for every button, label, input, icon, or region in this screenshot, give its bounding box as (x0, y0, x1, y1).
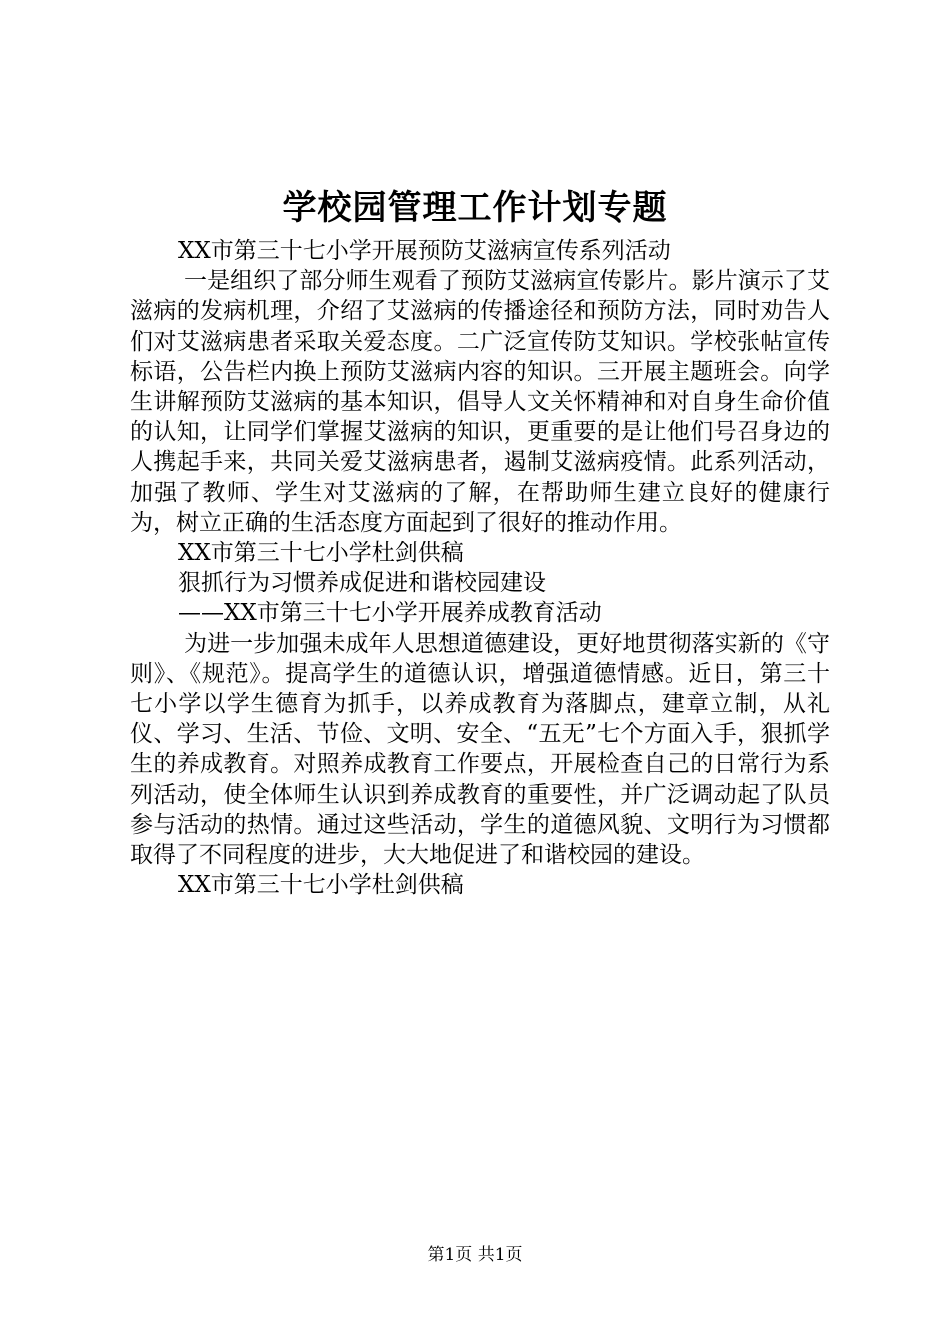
paragraph-byline-1: XX市第三十七小学杜剑供稿 (178, 540, 464, 567)
paragraph-byline-2: XX市第三十七小学杜剑供稿 (178, 872, 464, 899)
paragraph-heading-1: XX市第三十七小学开展预防艾滋病宣传系列活动 (178, 238, 671, 264)
document-body (130, 236, 830, 900)
paragraph-body-2: 为进一步加强未成年人思想道德建设，更好地贯彻落实新的《守则》、《规范》。提高学生的道德认识，增强道德情感。近日，第三十七小学以学生德育为抓手，以养成教育为落脚点，建章立制，从礼仪、学习、生活、节俭、文明、安全、“五无”七个方面入手，狠抓学生的养成教育。对照养成教育工作要点，开展检查自己的日常行为系列活动，使全体师生认识到养成教育的重要性，并广泛调动起了队员参与活动的热情。通过这些活动，学生的道德风貌、文明行为习惯都取得了不同程度的进步，大大地促进了和谐校园的建设。 (130, 630, 830, 869)
paragraph-heading-2: 狠抓行为习惯养成促进和谐校园建设 (178, 570, 546, 597)
page-footer: 第1页 共1页 (427, 1245, 523, 1265)
paragraph-body-1: 一是组织了部分师生观看了预防艾滋病宣传影片。影片演示了艾滋病的发病机理，介绍了艾滋病的传播途径和预防方法，同时劝告人们对艾滋病患者采取关爱态度。二广泛宣传防艾知识。学校张帖宣传标语，公告栏内换上预防艾滋病内容的知识。三开展主题班会。向学生讲解预防艾滋病的基本知识，倡导人文关怀精神和对自身生命价值的认知，让同学们掌握艾滋病的知识，更重要的是让他们号召身边的人携起手来，共同关爱艾滋病患者，遏制艾滋病疫情。此系列活动，加强了教师、学生对艾滋病的了解，在帮助师生建立良好的健康行为，树立正确的生活态度方面起到了很好的推动作用。 (130, 268, 830, 536)
paragraph-subheading-2: ——XX市第三十七小学开展养成教育活动 (178, 600, 602, 627)
document-title: 学校园管理工作计划专题 (282, 188, 668, 228)
